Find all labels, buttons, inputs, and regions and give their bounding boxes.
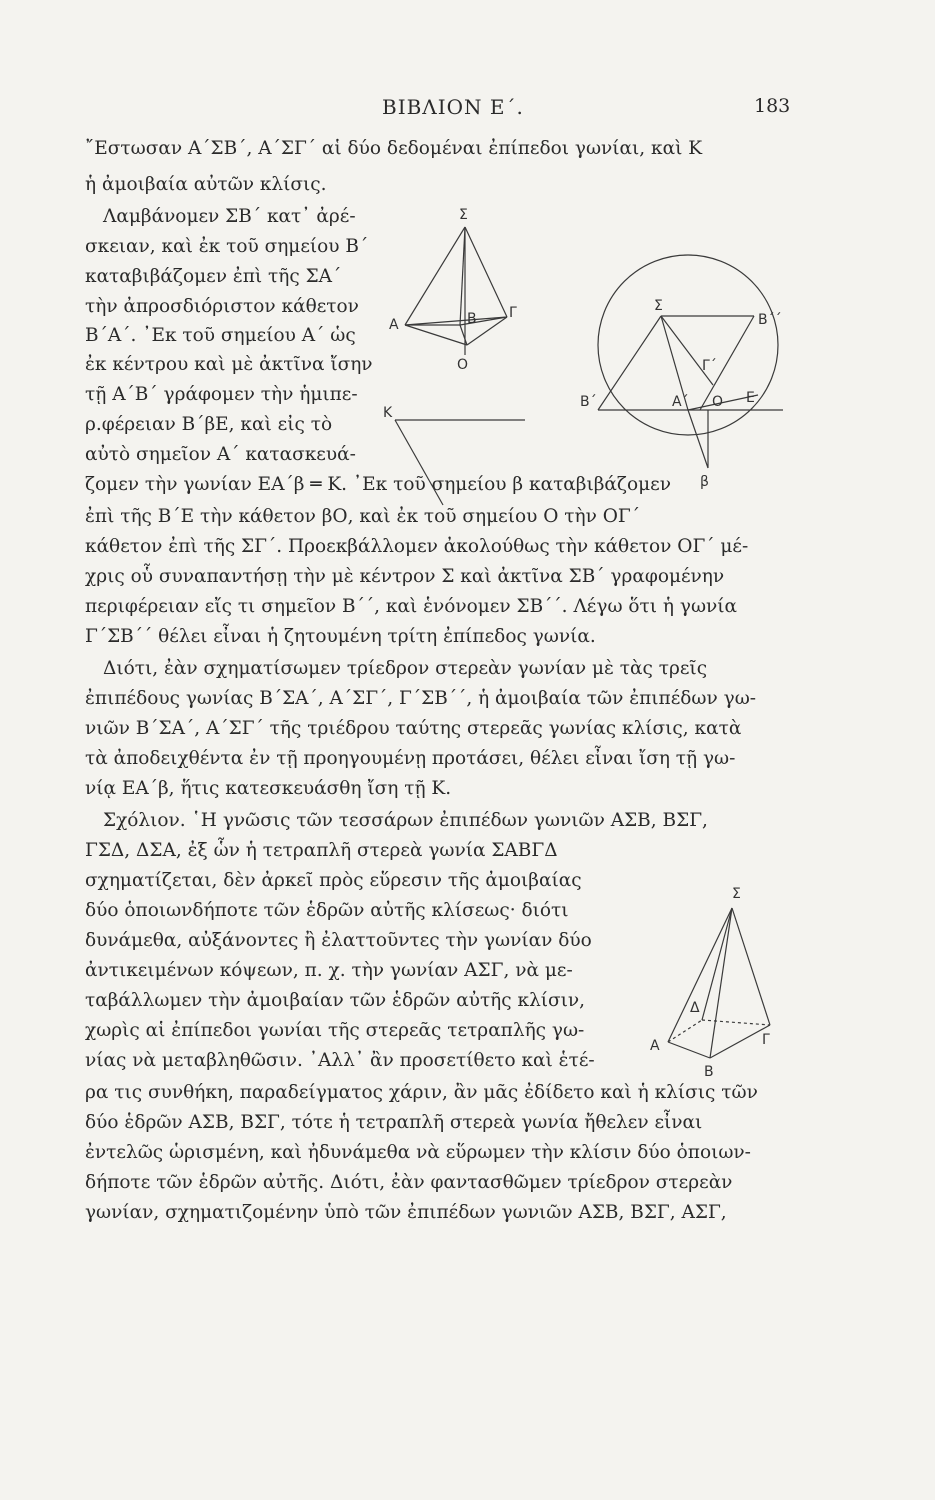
page-header: [0, 95, 935, 125]
edge-line: [460, 227, 465, 325]
page-number: 183: [754, 95, 791, 117]
text-line: Διότι, ἐὰν σχηματίσωμεν τρίεδρον στερεὰν γωνίαν μὲ τὰς τρεῖς: [103, 658, 708, 679]
figure-trihedral-construction: [375, 205, 535, 515]
text-line: δύο ἑδρῶν ΑΣΒ, ΒΣΓ, τότε ἡ τετραπλῆ στερεὰ γωνία ἤθελεν εἶναι: [85, 1112, 703, 1133]
edge-line: [405, 227, 465, 325]
label-a: Α: [650, 1038, 660, 1054]
hidden-edge: [702, 1020, 770, 1025]
label-b: Β: [467, 311, 477, 327]
figure-circle-construction: [558, 220, 788, 490]
text-line: Γ΄ΣΒ΄΄ θέλει εἶναι ἡ ζητουμένη τρίτη ἐπίπεδος γωνία.: [85, 626, 596, 647]
label-o: Ο: [712, 394, 724, 410]
label-g: Γ: [509, 305, 517, 321]
text-line: ῎Εστωσαν Α΄ΣΒ΄, Α΄ΣΓ΄ αἱ δύο δεδομέναι ἐπίπεδοι γωνίαι, καὶ Κ: [85, 138, 703, 159]
edge-line: [465, 227, 507, 317]
text-line: ρα τις συνθήκη, παραδείγματος χάριν, ἂν μᾶς ἐδίδετο καὶ ἡ κλίσις τῶν: [85, 1082, 758, 1103]
edge-line: [710, 1025, 770, 1058]
label-sigma: Σ: [654, 298, 663, 314]
text-line: περιφέρειαν εἴς τι σημεῖον Β΄΄, καὶ ἑνόνομεν ΣΒ΄΄. Λέγω ὅτι ἡ γωνία: [85, 596, 738, 617]
label-b-double-prime: Β΄΄: [758, 312, 782, 328]
label-beta: β: [700, 474, 709, 490]
text-line: καταβιβάζομεν ἐπὶ τῆς ΣΑ΄: [85, 266, 342, 287]
angle-k-side: [395, 420, 443, 505]
text-line: ρ.φέρειαν Β΄βΕ, καὶ εἰς τὸ: [85, 414, 333, 435]
figure-tetrahedral-angle: [640, 880, 800, 1080]
text-line: κάθετον ἐπὶ τῆς ΣΓ΄. Προεκβάλλομεν ἀκολούθως τὴν κάθετον ΟΓ΄ μέ-: [85, 536, 749, 557]
text-line: νίας νὰ μεταβληθῶσιν. ᾿Αλλ᾽ ἂν προσετίθετο καὶ ἑτέ-: [85, 1050, 595, 1071]
label-g-prime: Γ΄: [702, 358, 717, 374]
edge-line: [688, 410, 708, 468]
text-line: Β΄Α΄. ᾿Εκ τοῦ σημείου Α΄ ὡς: [85, 325, 356, 346]
running-title: ΒΙΒΛΙΟΝ Ε΄.: [382, 95, 524, 119]
label-g: Γ: [762, 1032, 770, 1048]
text-line: ἀντικειμένων κόψεων, π. χ. τὴν γωνίαν ΑΣΓ, νὰ με-: [85, 960, 573, 981]
text-line: ἐντελῶς ὡρισμένη, καὶ ἠδυνάμεθα νὰ εὕρωμεν τὴν κλίσιν δύο ὁποιων-: [85, 1142, 751, 1163]
text-line: τὴν ἀπροσδιόριστον κάθετον: [85, 296, 359, 317]
label-a-prime: Α΄: [672, 394, 689, 410]
text-line: ἐκ κέντρου καὶ μὲ ἀκτῖνα ἴσην: [85, 354, 373, 375]
text-line: τῇ Α΄Β΄ γράφομεν τὴν ἡμιπε-: [85, 384, 358, 405]
text-line: σχηματίζεται, δὲν ἀρκεῖ πρὸς εὕρεσιν τῆς ἀμοιβαίας: [85, 870, 582, 891]
text-line: Λαμβάνομεν ΣΒ΄ κατ᾽ ἀρέ-: [103, 206, 356, 227]
text-line: αὐτὸ σημεῖον Α΄ κατασκευά-: [85, 444, 356, 465]
text-line: γωνίαν, σχηματιζομένην ὑπὸ τῶν ἐπιπέδων γωνιῶν ΑΣΒ, ΒΣΓ, ΑΣΓ,: [85, 1202, 727, 1223]
text-line: ταβάλλωμεν τὴν ἀμοιβαίαν τῶν ἑδρῶν αὐτῆς κλίσιν,: [85, 990, 586, 1011]
text-line: χρις οὗ συναπαντήσῃ τὴν μὲ κέντρον Σ καὶ ἀκτῖνα ΣΒ΄ γραφομένην: [85, 566, 725, 587]
text-line: ἐπιπέδους γωνίας Β΄ΣΑ΄, Α΄ΣΓ΄, Γ΄ΣΒ΄΄, ἡ ἀμοιβαία τῶν ἐπιπέδων γω-: [85, 688, 757, 709]
label-o: Ο: [457, 357, 469, 373]
text-line: ἐπὶ τῆς Β΄Ε τὴν κάθετον βΟ, καὶ ἐκ τοῦ σημείου Ο τὴν ΟΓ΄: [85, 506, 640, 527]
edge-line: [598, 316, 661, 410]
edge-line: [405, 317, 507, 325]
label-sigma: Σ: [732, 886, 741, 902]
label-a: Α: [389, 317, 399, 333]
label-sigma: Σ: [459, 207, 468, 223]
edge-line: [668, 1042, 710, 1058]
label-e: Ε: [746, 390, 755, 406]
text-line: Σχόλιον. ῾Η γνῶσις τῶν τεσσάρων ἐπιπέδων γωνιῶν ΑΣΒ, ΒΣΓ,: [103, 810, 708, 831]
text-line: ἡ ἀμοιβαία αὐτῶν κλίσις.: [85, 174, 327, 195]
edge-line: [702, 908, 732, 1020]
text-line: δύο ὁποιωνδήποτε τῶν ἑδρῶν αὐτῆς κλίσεως· διότι: [85, 900, 569, 921]
edge-line: [460, 325, 467, 345]
text-line: νιῶν Β΄ΣΑ΄, Α΄ΣΓ΄ τῆς τριέδρου ταύτης στερεᾶς γωνίας κλίσις, κατὰ: [85, 718, 742, 739]
edge-line: [661, 316, 713, 385]
text-line: ΓΣΔ, ΔΣΑ, ἐξ ὧν ἡ τετραπλῆ στερεὰ γωνία ΣΑΒΓΔ: [85, 840, 558, 861]
edge-line: [405, 325, 467, 345]
text-line: νίᾳ ΕΑ΄β, ἥτις κατεσκευάσθη ἴση τῇ Κ.: [85, 778, 452, 799]
text-line: χωρὶς αἱ ἐπίπεδοι γωνίαι τῆς στερεᾶς τετραπλῆς γω-: [85, 1020, 585, 1041]
text-line: δήποτε τῶν ἑδρῶν αὐτῆς. Διότι, ἐὰν φαντασθῶμεν τρίεδρον στερεὰν: [85, 1172, 733, 1193]
label-b: Β: [704, 1064, 714, 1080]
label-d: Δ: [690, 1000, 700, 1016]
text-line: σκειαν, καὶ ἐκ τοῦ σημείου Β΄: [85, 236, 369, 257]
text-line: τὰ ἀποδειχθέντα ἐν τῇ προηγουμένῃ προτάσει, θέλει εἶναι ἴση τῇ γω-: [85, 748, 736, 769]
text-line: ζομεν τὴν γωνίαν ΕΑ΄β ═ Κ. ᾿Εκ τοῦ σημείου β καταβιβάζομεν: [85, 474, 671, 495]
edge-line: [732, 908, 770, 1025]
label-b-prime: Β΄: [580, 394, 597, 410]
label-k: Κ: [383, 405, 393, 421]
text-line: δυνάμεθα, αὐξάνοντες ἢ ἐλαττοῦντες τὴν γωνίαν δύο: [85, 930, 592, 951]
